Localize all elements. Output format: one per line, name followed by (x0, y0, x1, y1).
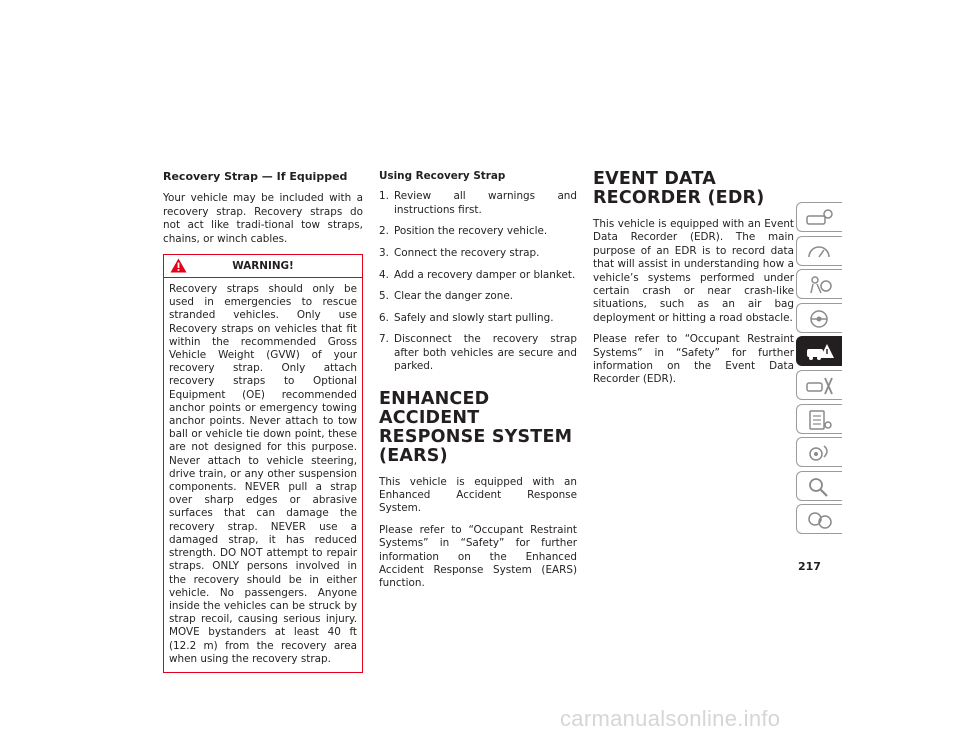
ears-paragraph-1: This vehicle is equipped with an Enhanced Accident Response System. (379, 475, 577, 515)
list-item: 4. Add a recovery damper or blanket. (379, 268, 576, 281)
tab-index[interactable] (796, 471, 842, 501)
specifications-icon (805, 409, 835, 431)
left-column (163, 170, 363, 673)
service-icon (805, 375, 835, 397)
recovery-strap-heading: Recovery Strap — If Equipped (163, 170, 348, 183)
ears-paragraph-2: Please refer to “Occupant Restraint Systems” in “Safety” for further information on the Enhanced Accident Response System (EARS) function. (379, 523, 577, 590)
tab-multimedia[interactable] (796, 437, 842, 467)
warning-triangle-icon (170, 258, 187, 273)
warning-body (164, 278, 362, 672)
edr-heading: EVENT DATA RECORDER (EDR) (593, 169, 765, 208)
list-item: 7. Disconnect the recovery strap after both vehicles are secure and parked. (379, 333, 577, 373)
emergency-car-icon (805, 341, 835, 363)
list-item: 2. Position the recovery vehicle. (379, 225, 548, 238)
steering-wheel-icon (805, 308, 835, 330)
tab-starting-operating[interactable] (796, 303, 842, 333)
airbag-icon (805, 274, 835, 296)
tab-instrument-panel[interactable] (796, 236, 842, 266)
warning-box (163, 254, 363, 673)
warning-text: Recovery straps should only be used in emergencies to rescue stranded vehicles. Only use Recovery straps on vehicles that fit within the recommended Gross Vehicle Weight (GVW) of your recovery strap. Only attach recovery straps to Optional Equipment (OE) recommended anchor points or emergency towing anchor points. Never attach to tow ball or vehicle tie down point, these are not designed for this purpose. Never attach to vehicle steering, drive train, or any other suspension components. NEVER pull a strap over sharp edges or abrasive surfaces that can damage the recovery strap. NEVER use a damaged strap, it has reduced strength. DO NOT attempt to repair straps. ONLY persons involved in the recovery should be in either vehicle. No passengers. Anyone inside the vehicles can be struck by strap recoil, causing serious injury. MOVE bystanders at least 40 ft (12.2 m) from the recovery area when using the recovery strap. (169, 283, 357, 665)
edr-paragraph-2: Please refer to “Occupant Restraint Systems” in “Safety” for further information on the Event Data Recorder (EDR). (593, 333, 794, 386)
dashboard-icon (805, 241, 835, 263)
using-recovery-strap-heading: Using Recovery Strap (379, 170, 506, 182)
chapter-tabs (796, 202, 842, 538)
languages-icon (805, 509, 835, 531)
index-search-icon (805, 476, 835, 498)
tab-in-case-of-emergency[interactable] (796, 336, 842, 366)
recovery-strap-intro: Your vehicle may be included with a recovery strap. Recovery straps do not act like tradi-tional tow straps, chains, or winch cables. (163, 192, 363, 245)
list-item: 5. Clear the danger zone. (379, 290, 514, 303)
multimedia-icon (805, 442, 835, 464)
car-key-icon (805, 207, 835, 229)
warning-header (164, 255, 362, 278)
tab-technical-specifications[interactable] (796, 404, 842, 434)
ears-heading: ENHANCED ACCIDENT RESPONSE SYSTEM (EARS) (379, 388, 573, 466)
tab-safety[interactable] (796, 269, 842, 299)
page-number: 217 (798, 560, 821, 573)
right-column (593, 170, 794, 395)
list-item: 3. Connect the recovery strap. (379, 247, 540, 259)
list-item: 1. Review all warnings and instructions first. (379, 190, 577, 216)
list-item: 6. Safely and slowly start pulling. (379, 311, 554, 324)
recovery-steps-list (379, 190, 577, 373)
warning-title: WARNING! (232, 260, 294, 273)
edr-paragraph-1: This vehicle is equipped with an Event Data Recorder (EDR). The main purpose of an EDR is to record data that will assist in understanding how a vehicle’s systems performed under certain crash or near crash-like situations, such as an air bag deployment or hitting a road obstacle. (593, 218, 794, 324)
tab-getting-to-know-vehicle[interactable] (796, 202, 842, 232)
tab-languages[interactable] (796, 504, 842, 534)
watermark: carmanualsonline.info (560, 706, 781, 731)
middle-column (379, 170, 577, 599)
tab-servicing-maintenance[interactable] (796, 370, 842, 400)
